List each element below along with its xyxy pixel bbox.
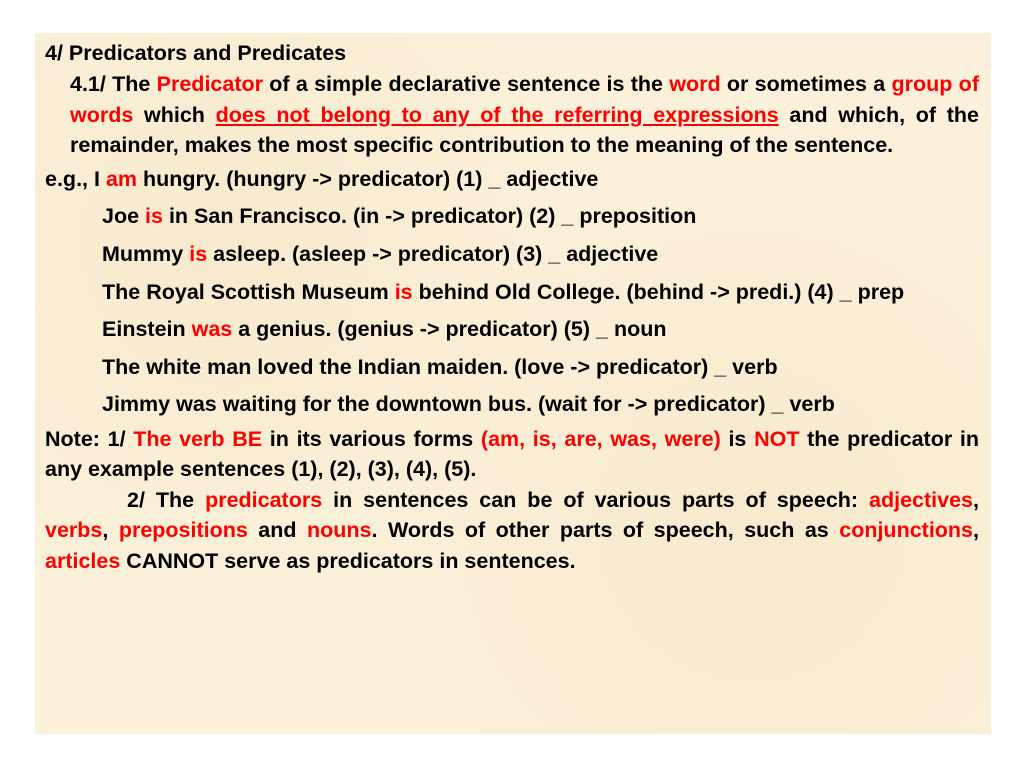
text: and [247, 518, 307, 542]
note-2 [45, 485, 979, 577]
verb-be: am [105, 166, 138, 191]
keyword-not: NOT [754, 426, 800, 451]
text: in its various forms [262, 426, 481, 451]
example-3 [45, 236, 979, 274]
text: in sentences can be of various parts of speech: [322, 487, 870, 512]
text: 4.1/ The [70, 72, 157, 96]
text: a genius. (genius -> predicator) (5) _ noun [232, 317, 667, 341]
keyword-articles: articles [45, 548, 121, 573]
example-4 [45, 273, 979, 308]
example-5 [45, 308, 979, 349]
keyword-prepositions: prepositions [118, 518, 248, 542]
example-7: Jimmy was waiting for the downtown bus. (wait for -> predicator) _ verb [102, 392, 835, 416]
text: hungry. (hungry -> predicator) (1) _ adjective [137, 166, 599, 191]
text: which [133, 102, 216, 127]
verb-be: is [189, 241, 208, 266]
text: the predicator in any example sentences (1), (2), (3), (4), (5). [45, 426, 979, 481]
text: The Royal Scottish Museum [102, 280, 395, 304]
text: asleep. (asleep -> predicator) (3) _ adjective [207, 241, 659, 266]
slide-title: 4/ Predicators and Predicates [45, 41, 347, 65]
keyword-word: word [669, 72, 721, 96]
text: of a simple declarative sentence is the [263, 72, 670, 96]
example-2 [45, 198, 979, 236]
keyword-verb-be: The verb BE [133, 426, 263, 451]
text: Note: 1/ [45, 426, 134, 451]
text: , [973, 487, 979, 512]
text: e.g., I [45, 166, 106, 191]
text: CANNOT serve as predicators in sentences. [120, 548, 576, 573]
slide-content [45, 37, 979, 573]
text: in San Francisco. (in -> predicator) (2) _ preposition [162, 204, 697, 228]
example-1 [45, 161, 979, 199]
text: Mummy [102, 241, 190, 266]
keyword-group-of-words: group of words [70, 72, 979, 127]
text: is [720, 426, 755, 451]
slide [35, 33, 991, 734]
keyword-adjectives: adjectives [869, 487, 974, 512]
text: and which, of the remainder, makes the most specific contribution to the meaning of the sentence. [70, 102, 979, 157]
keyword-not-belong: does not belong to any of the referring expressions [215, 102, 779, 127]
keyword-conjunctions: conjunctions [839, 518, 974, 542]
text: or sometimes a [720, 72, 892, 96]
definition-paragraph [45, 69, 979, 161]
keyword-predicators: predicators [205, 487, 323, 512]
verb-be: was [191, 317, 233, 341]
keyword-verbs: verbs [45, 518, 103, 542]
verb-be: is [145, 204, 163, 228]
keyword-nouns: nouns [307, 518, 372, 542]
text: Einstein [102, 317, 192, 341]
note-1 [45, 424, 979, 485]
text: . Words of other parts of speech, such as [371, 518, 840, 542]
text: Joe [102, 204, 146, 228]
text: 2/ The [127, 487, 206, 512]
text: , [973, 518, 979, 542]
verb-be: is [394, 280, 413, 304]
text: , [102, 518, 119, 542]
keyword-forms: (am, is, are, was, were) [480, 426, 721, 451]
keyword-predicator: Predicator [156, 72, 263, 96]
text: behind Old College. (behind -> predi.) (4) _ prep [412, 280, 905, 304]
example-6: The white man loved the Indian maiden. (love -> predicator) _ verb [102, 354, 778, 379]
